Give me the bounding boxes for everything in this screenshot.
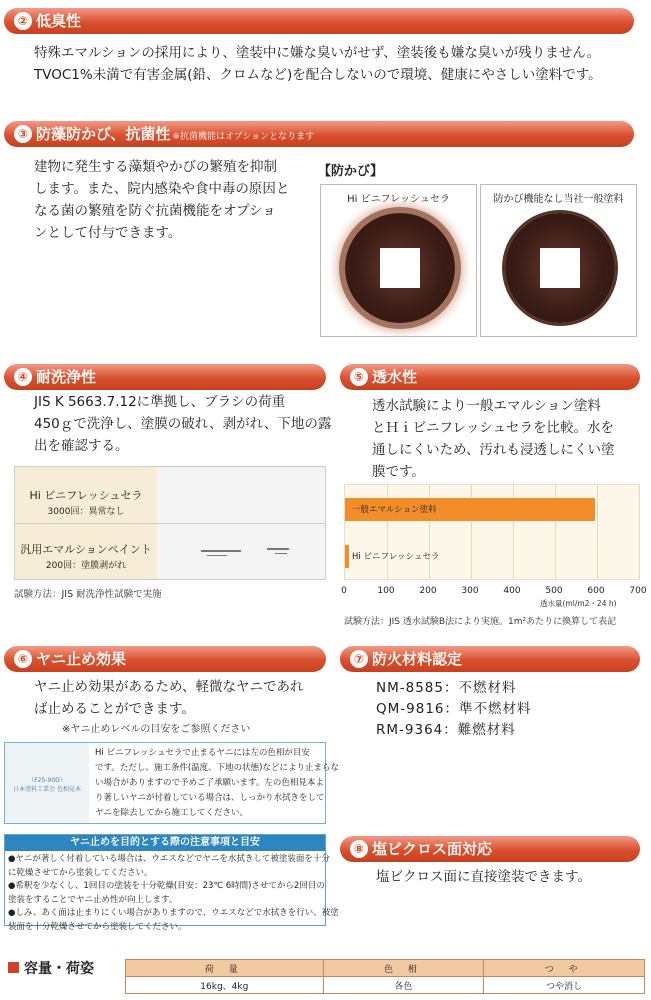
mold-sample-general <box>480 184 637 337</box>
chart-category-label: 一般エマルション塗料 <box>352 504 437 515</box>
capacity-value: つや消し <box>484 977 645 994</box>
tar-level-box <box>4 742 339 824</box>
notice-line: 塗装をすることでヤニ止め性が向上します。 <box>8 894 178 905</box>
capacity-value: 16kg、4kg <box>126 977 324 994</box>
section-note: ※抗菌機能はオプションとなります <box>172 132 315 142</box>
notice-title: ヤニ止めを目的とする際の注意事項と目安 <box>5 835 325 851</box>
antimold-line-3: なる菌の繁殖を防ぐ抗菌機能をオプショ <box>34 203 276 219</box>
wash-row-name: 汎用エマルションペイント <box>20 543 152 556</box>
permeability-chart <box>344 484 640 580</box>
wash-row-result: 3000回：異常なし <box>47 507 125 517</box>
capacity-value: 各色 <box>323 977 484 994</box>
capacity-table <box>125 959 645 994</box>
section-title: 塩ビクロス面対応 <box>372 840 493 858</box>
section-bar-tar-stop: ⑥ ヤニ止め効果 <box>4 646 326 672</box>
wash-test-method: 試験方法：JIS 耐洗浄性試験で実施 <box>14 589 162 600</box>
tar-box-line: Hi ビニフレッシュセラで止まるヤニには左の色相が目安 <box>95 748 310 758</box>
chart-x-tick-label: 100 <box>377 586 395 596</box>
tar-notice-box <box>4 834 339 932</box>
fire-cert-3: RM-9364：難燃材料 <box>376 722 516 738</box>
mold-sample-vinifresh <box>320 184 477 337</box>
chart-x-tick-label: 600 <box>587 586 605 596</box>
section-bar-fireproof: ⑦ 防火材料認定 <box>340 646 640 672</box>
perm-line-1: 透水試験により一般エマルション塗料 <box>372 398 601 414</box>
chart-gridline <box>639 485 640 579</box>
capacity-header: つ や <box>484 960 645 977</box>
section-title: 耐洗浄性 <box>36 368 97 386</box>
notice-line: ●ヤニが著しく付着している場合は、ウエスなどでヤニを水拭きして被塗装面を十分 <box>8 854 330 864</box>
tar-box-line: い場合がありますので予めご了承願います。左の色相見本よ <box>95 778 324 788</box>
chart-category-label: Hi ビニフレッシュセラ <box>352 551 440 562</box>
chart-x-tick-label: 400 <box>503 586 521 596</box>
capacity-header: 荷 量 <box>126 960 324 977</box>
section-bar-washability: ④ 耐洗浄性 <box>4 364 326 390</box>
low-odor-line-2: TVOC1%未満で有害金属(鉛、クロムなど)を配合しないので環境、健康にやさしい塗料です。 <box>34 67 602 83</box>
tar-box-line: り著しいヤニが付着している場合は、しっかり水拭きをして <box>95 793 325 803</box>
chart-x-tick-label: 500 <box>545 586 563 596</box>
tar-box-line: ヤニを除去してから施工してください。 <box>95 808 249 818</box>
chart-x-tick-label: 200 <box>419 586 437 596</box>
tar-note: ※ヤニ止めレベルの目安をご参照ください <box>62 724 251 735</box>
section-bar-vinyl-cloth: ⑧ 塩ビクロス面対応 <box>340 836 640 862</box>
wash-row-result: 200回：塗膜剥がれ <box>45 561 127 571</box>
notice-line: ●しみ、あく面は止まりにくい場合がありますので、ウエスなどで水拭きを行い、被塗 <box>8 908 339 918</box>
notice-line: に乾燥させてから塗装してください。 <box>8 867 153 878</box>
section-title: ヤニ止め効果 <box>36 650 127 668</box>
section-bar-antimold: ③ 防藻防かび、抗菌性 ※抗菌機能はオプションとなります <box>4 121 634 147</box>
section-bar-permeability: ⑤ 透水性 <box>340 364 640 390</box>
tar-line-2: ば止めることができます。 <box>34 701 195 717</box>
wash-test-table <box>14 466 326 580</box>
antimold-line-2: します。また、院内感染や食中毒の原因と <box>34 181 290 197</box>
wash-line-2: 450ｇで洗浄し、塗膜の破れ、剥がれ、下地の露 <box>34 416 332 432</box>
mold-disk-image <box>345 213 455 323</box>
antimold-line-1: 建物に発生する藻類やかびの繁殖を抑制 <box>34 159 277 175</box>
perm-line-2: とＨｉビニフレッシュセラを比較。水を <box>372 420 615 436</box>
swatch-label: 日本塗料工業会 色相見本 <box>13 786 81 793</box>
perm-test-method: 試験方法：JIS 透水試験B法により実施。1m²あたりに換算して表記 <box>344 617 617 627</box>
vinyl-line-1: 塩ビクロス面に直接塗装できます。 <box>376 869 591 885</box>
chart-bar <box>345 545 349 568</box>
low-odor-line-1: 特殊エマルションの採用により、塗装中に嫌な臭いがせず、塗装後も嫌な臭いが残りません。 <box>34 45 601 61</box>
fire-cert-1: NM-8585：不燃材料 <box>376 680 517 696</box>
perm-line-3: 通しにくいため、汚れも浸透しにくい塗 <box>372 442 615 458</box>
mold-test-title: 【防かび】 <box>318 164 384 179</box>
square-icon <box>8 962 19 973</box>
tar-box-line: です。ただし、施工条件(温度、下地の状態)などにより止まらな <box>95 763 339 773</box>
chart-x-axis-label: 透水量(ml/m2・24 h) <box>540 599 617 608</box>
chart-x-tick-label: 700 <box>629 586 647 596</box>
wash-line-1: JIS K 5663.7.12に準拠し、ブラシの荷重 <box>34 394 286 410</box>
chart-gridline <box>597 485 598 579</box>
section-title: 防火材料認定 <box>372 650 463 668</box>
tar-line-1: ヤニ止め効果があるため、軽微なヤニであれ <box>34 679 304 695</box>
mold-sample-label: Hi ビニフレッシュセラ <box>347 194 450 205</box>
notice-line: ●希釈を少なくし、1回目の塗装を十分乾燥(目安：23℃ 6時間)させてから2回目の <box>8 881 325 891</box>
mold-disk-image <box>505 213 615 323</box>
antimold-line-4: ンとして付与できます。 <box>34 225 182 241</box>
section-title: 低臭性 <box>36 12 82 30</box>
mold-sample-label: 防かび機能なし当社一般塗料 <box>493 194 624 205</box>
section-bar-low-odor: ② 低臭性 <box>4 8 634 34</box>
capacity-header: 色 相 <box>323 960 484 977</box>
chart-x-tick-label: 300 <box>461 586 479 596</box>
section-title: 防藻防かび、抗菌性 <box>36 125 171 143</box>
chart-x-tick-label: 0 <box>341 586 347 596</box>
notice-line: 装面を十分乾燥させてから塗装してください。 <box>8 921 187 932</box>
capacity-title: 容量・荷姿 <box>8 958 94 978</box>
swatch-code: （F25-90D） <box>28 777 66 784</box>
tar-color-swatch <box>5 743 89 823</box>
perm-line-4: 膜です。 <box>372 464 425 480</box>
wash-line-3: 出を確認する。 <box>34 438 129 454</box>
fire-cert-2: QM-9816：準不燃材料 <box>376 701 532 717</box>
section-title: 透水性 <box>372 368 418 386</box>
wash-row-name: Hi ビニフレッシュセラ <box>29 489 143 502</box>
